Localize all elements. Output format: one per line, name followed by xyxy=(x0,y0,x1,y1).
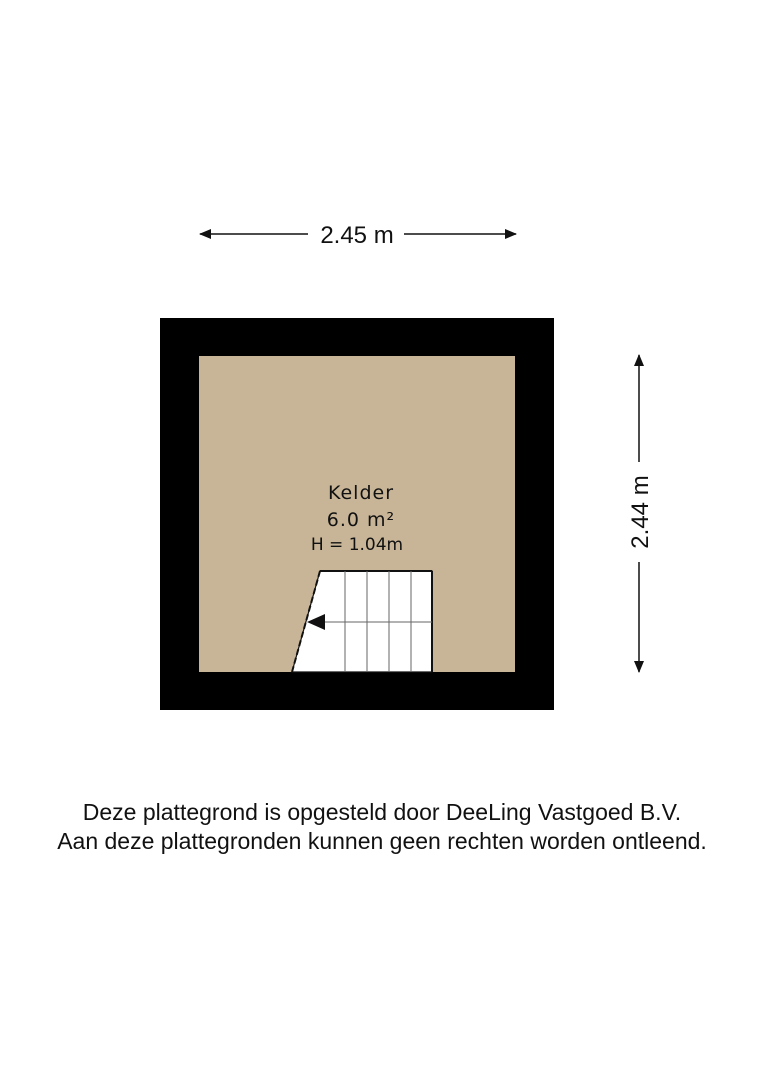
height-dimension xyxy=(627,355,654,672)
disclaimer xyxy=(0,798,764,856)
room-area: 6.0 m² xyxy=(326,509,396,531)
room-height: H = 1.04m xyxy=(310,535,404,555)
disclaimer-line-2: Aan deze plattegronden kunnen geen rechten worden ontleend. xyxy=(57,828,707,854)
width-dimension-label: 2.45 m xyxy=(320,222,394,249)
height-dimension-label: 2.44 m xyxy=(627,475,654,549)
width-dimension xyxy=(200,222,516,249)
disclaimer-line-1: Deze plattegrond is opgesteld door DeeLing Vastgoed B.V. xyxy=(82,799,682,825)
room-name: Kelder xyxy=(327,482,395,504)
